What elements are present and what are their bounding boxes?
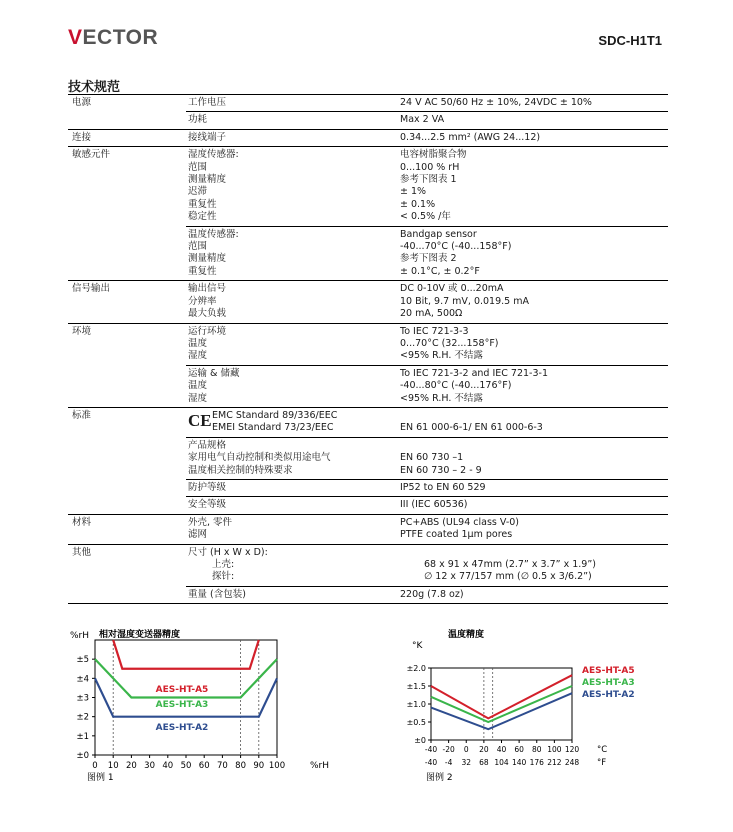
x-tick-label-c: 40 (496, 745, 507, 754)
spec-key: 重量 (含包装) (188, 588, 246, 600)
spec-value: 68 x 91 x 47mm (2.7” x 3.7” x 1.9”) (424, 559, 596, 570)
spec-key: 上壳: (212, 559, 235, 570)
spec-group (186, 111, 668, 128)
spec-value: 24 V AC 50/60 Hz ± 10%, 24VDC ± 10% (400, 97, 592, 108)
spec-key: 温度传感器: (188, 228, 239, 240)
chart-title: 温度精度 (448, 630, 485, 640)
x-tick-label: 30 (144, 761, 156, 771)
category-label: 电源 (72, 97, 92, 108)
spec-value: EN 61 000-6-1/ EN 61 000-6-3 (400, 421, 543, 433)
spec-table (68, 94, 668, 604)
spec-key: 家用电气自动控制和类似用途电气 (188, 452, 331, 464)
page-title: 技术规范 (68, 80, 121, 95)
spec-key: 产品规格 (188, 439, 227, 451)
x-tick-label: 0 (92, 761, 98, 771)
spec-value: To IEC 721-3-3 (400, 325, 469, 337)
spec-value: 0.34...2.5 mm² (AWG 24...12) (400, 131, 541, 143)
spec-value: EN 60 730 –1 (400, 452, 464, 464)
spec-key: 外壳, 零件 (188, 516, 233, 528)
spec-key: 温度 (188, 337, 208, 349)
spec-value: DC 0-10V 或 0...20mA (400, 283, 504, 295)
category-label: 材料 (72, 516, 92, 528)
spec-key: 范围 (188, 241, 208, 253)
vector-logo: VECTOR (68, 26, 159, 49)
chart-caption: 图例 2 (426, 773, 453, 783)
spec-group (186, 586, 668, 603)
x-tick-label: 10 (107, 761, 119, 771)
x-tick-label-c: 120 (564, 745, 580, 754)
spec-value: III (IEC 60536) (400, 499, 468, 511)
y-axis-label: °K (412, 641, 423, 651)
x-tick-label-f: 140 (511, 758, 527, 767)
spec-row-standards (68, 407, 668, 514)
spec-key: 迟滞 (188, 186, 208, 198)
spec-group (186, 281, 668, 322)
x-tick-label: 50 (180, 761, 192, 771)
spec-key: 测量精度 (188, 174, 227, 186)
spec-value: <95% R.H. 不结露 (400, 350, 483, 362)
spec-row-other (68, 544, 668, 605)
humidity-accuracy-chart (62, 624, 352, 789)
y-tick-label: ±1.0 (406, 700, 426, 709)
x-axis-label-f: °F (597, 758, 607, 768)
spec-group (186, 365, 668, 407)
x-tick-label: 90 (253, 761, 265, 771)
x-axis-label-c: °C (597, 745, 608, 755)
x-tick-label-c: 80 (531, 745, 542, 754)
spec-group (186, 479, 668, 496)
spec-key: 安全等级 (188, 499, 227, 511)
y-tick-label: ±1 (76, 731, 89, 742)
spec-value: To IEC 721-3-2 and IEC 721-3-1 (400, 367, 549, 379)
temperature-accuracy-chart (400, 624, 660, 789)
spec-value (400, 440, 668, 452)
spec-value: 参考下图表 1 (400, 174, 457, 186)
spec-value: ± 0.1°C, ± 0.2°F (400, 265, 480, 277)
category-label: 标准 (72, 409, 92, 421)
spec-key: 防护等级 (188, 481, 227, 493)
spec-group (186, 324, 668, 365)
series-label: AES-HT-A3 (155, 700, 209, 710)
spec-key: 运行环境 (188, 325, 227, 337)
spec-value: Bandgap sensor (400, 228, 477, 240)
spec-key: 湿度传感器: (188, 149, 239, 161)
spec-value: 220g (7.8 oz) (400, 588, 464, 600)
ce-mark: CE (188, 410, 212, 430)
x-tick-label-f: -4 (444, 758, 453, 767)
spec-key: 工作电压 (188, 97, 227, 108)
spec-group (186, 437, 668, 479)
spec-key: 接线端子 (188, 131, 227, 143)
y-tick-label: ±0 (414, 736, 426, 745)
series-label: AES-HT-A2 (582, 690, 635, 700)
x-tick-label-f: 104 (494, 758, 509, 767)
spec-group (186, 95, 668, 111)
spec-group (186, 408, 668, 437)
spec-value: -40...80°C (-40...176°F) (400, 380, 512, 392)
spec-group (186, 130, 668, 146)
series-label: AES-HT-A2 (155, 723, 209, 733)
spec-key: 滤网 (188, 529, 208, 541)
category-label: 信号输出 (72, 283, 111, 295)
spec-key: 温度相关控制的特殊要求 (188, 464, 293, 476)
spec-value: PTFE coated 1µm pores (400, 529, 513, 541)
spec-value: 参考下图表 2 (400, 253, 457, 265)
category-label: 其他 (72, 546, 92, 558)
spec-group (186, 545, 668, 586)
spec-value: < 0.5% /年 (400, 211, 451, 223)
spec-key: 湿度 (188, 392, 208, 404)
spec-row-output (68, 280, 668, 322)
series-line-aes-ht-a5 (113, 640, 259, 669)
spec-value: EN 60 730 – 2 - 9 (400, 464, 482, 476)
emc-standard: EMC Standard 89/336/EEC (212, 409, 338, 421)
y-tick-label: ±3 (76, 693, 89, 704)
x-tick-label: 40 (162, 761, 174, 771)
x-tick-label-f: -40 (424, 758, 438, 767)
x-tick-label: 20 (125, 761, 137, 771)
series-label: AES-HT-A5 (155, 685, 209, 695)
x-tick-label-f: 248 (564, 758, 580, 767)
spec-key: 湿度 (188, 350, 208, 362)
series-label: AES-HT-A5 (582, 666, 635, 676)
spec-row-environment (68, 323, 668, 407)
x-tick-label-c: -20 (442, 745, 455, 754)
y-tick-label: ±2 (76, 712, 89, 723)
plot-frame (431, 668, 572, 740)
spec-group (186, 226, 668, 281)
spec-row-material (68, 514, 668, 544)
y-tick-label: ±1.5 (406, 682, 426, 691)
spec-value: -40...70°C (-40...158°F) (400, 241, 512, 253)
y-tick-label: ±0.5 (406, 718, 426, 727)
spec-key: 范围 (188, 161, 208, 173)
x-tick-label-c: 0 (463, 745, 469, 754)
spec-value: 20 mA, 500Ω (400, 308, 463, 320)
y-tick-label: ±0 (76, 751, 89, 761)
category-label: 环境 (72, 325, 92, 337)
series-line-aes-ht-a5 (431, 675, 572, 718)
spec-value: <95% R.H. 不结露 (400, 392, 483, 404)
spec-key: 分辨率 (188, 295, 217, 307)
x-tick-label-f: 32 (461, 758, 472, 767)
spec-key: 功耗 (188, 114, 208, 126)
spec-key: 温度 (188, 380, 208, 392)
spec-row-connection (68, 129, 668, 146)
emei-standard: EMEI Standard 73/23/EEC (212, 422, 334, 434)
spec-row-power (68, 94, 668, 129)
y-tick-label: ±2.0 (406, 664, 426, 673)
x-tick-label-f: 212 (547, 758, 562, 767)
spec-value: 0...100 % rH (400, 161, 460, 173)
category-label: 敏感元件 (72, 149, 111, 161)
spec-key: 输出信号 (188, 283, 227, 295)
spec-key: 运输 & 储藏 (188, 367, 240, 379)
x-tick-label-f: 176 (529, 758, 544, 767)
x-tick-label-c: 60 (514, 745, 524, 754)
y-tick-label: ±4 (76, 674, 89, 685)
series-label: AES-HT-A3 (582, 678, 635, 688)
x-tick-label-c: 100 (547, 745, 562, 754)
spec-key: 探针: (212, 571, 235, 583)
x-tick-label: 60 (198, 761, 210, 771)
category-label: 连接 (72, 131, 92, 143)
spec-group (186, 147, 668, 225)
spec-value: 0...70°C (32...158°F) (400, 337, 499, 349)
x-tick-label: 70 (216, 761, 228, 771)
spec-key: 尺寸 (H x W x D): (188, 546, 268, 558)
spec-value: ± 1% (400, 186, 427, 198)
spec-value: Max 2 VA (400, 114, 445, 126)
spec-value: 10 Bit, 9.7 mV, 0.019.5 mA (400, 295, 529, 307)
spec-group (186, 515, 668, 544)
spec-key: 测量精度 (188, 253, 227, 265)
spec-value: ∅ 12 x 77/157 mm (∅ 0.5 x 3/6.2”) (424, 571, 592, 583)
spec-key: 重复性 (188, 265, 217, 277)
spec-value: ± 0.1% (400, 198, 436, 210)
x-tick-label: 100 (268, 761, 286, 771)
spec-value: 电容树脂聚合物 (400, 149, 467, 161)
spec-value: PC+ABS (UL94 class V-0) (400, 516, 520, 528)
document-id: SDC-H1T1 (598, 33, 662, 48)
spec-key: 重复性 (188, 198, 217, 210)
x-axis-label: %rH (310, 761, 330, 771)
spec-row-sensor (68, 146, 668, 280)
chart-caption: 图例 1 (87, 773, 114, 783)
spec-key: 稳定性 (188, 211, 217, 223)
spec-value: IP52 to EN 60 529 (400, 481, 486, 493)
spec-group (186, 496, 668, 513)
y-axis-label: %rH (70, 631, 90, 641)
y-tick-label: ±5 (76, 655, 89, 666)
x-tick-label-c: 20 (479, 745, 489, 754)
x-tick-label-f: 68 (479, 758, 489, 767)
spec-key: 最大负载 (188, 308, 227, 320)
x-tick-label-c: -40 (424, 745, 438, 754)
chart-title: 相对湿度变送器精度 (99, 630, 181, 640)
x-tick-label: 80 (235, 761, 247, 771)
